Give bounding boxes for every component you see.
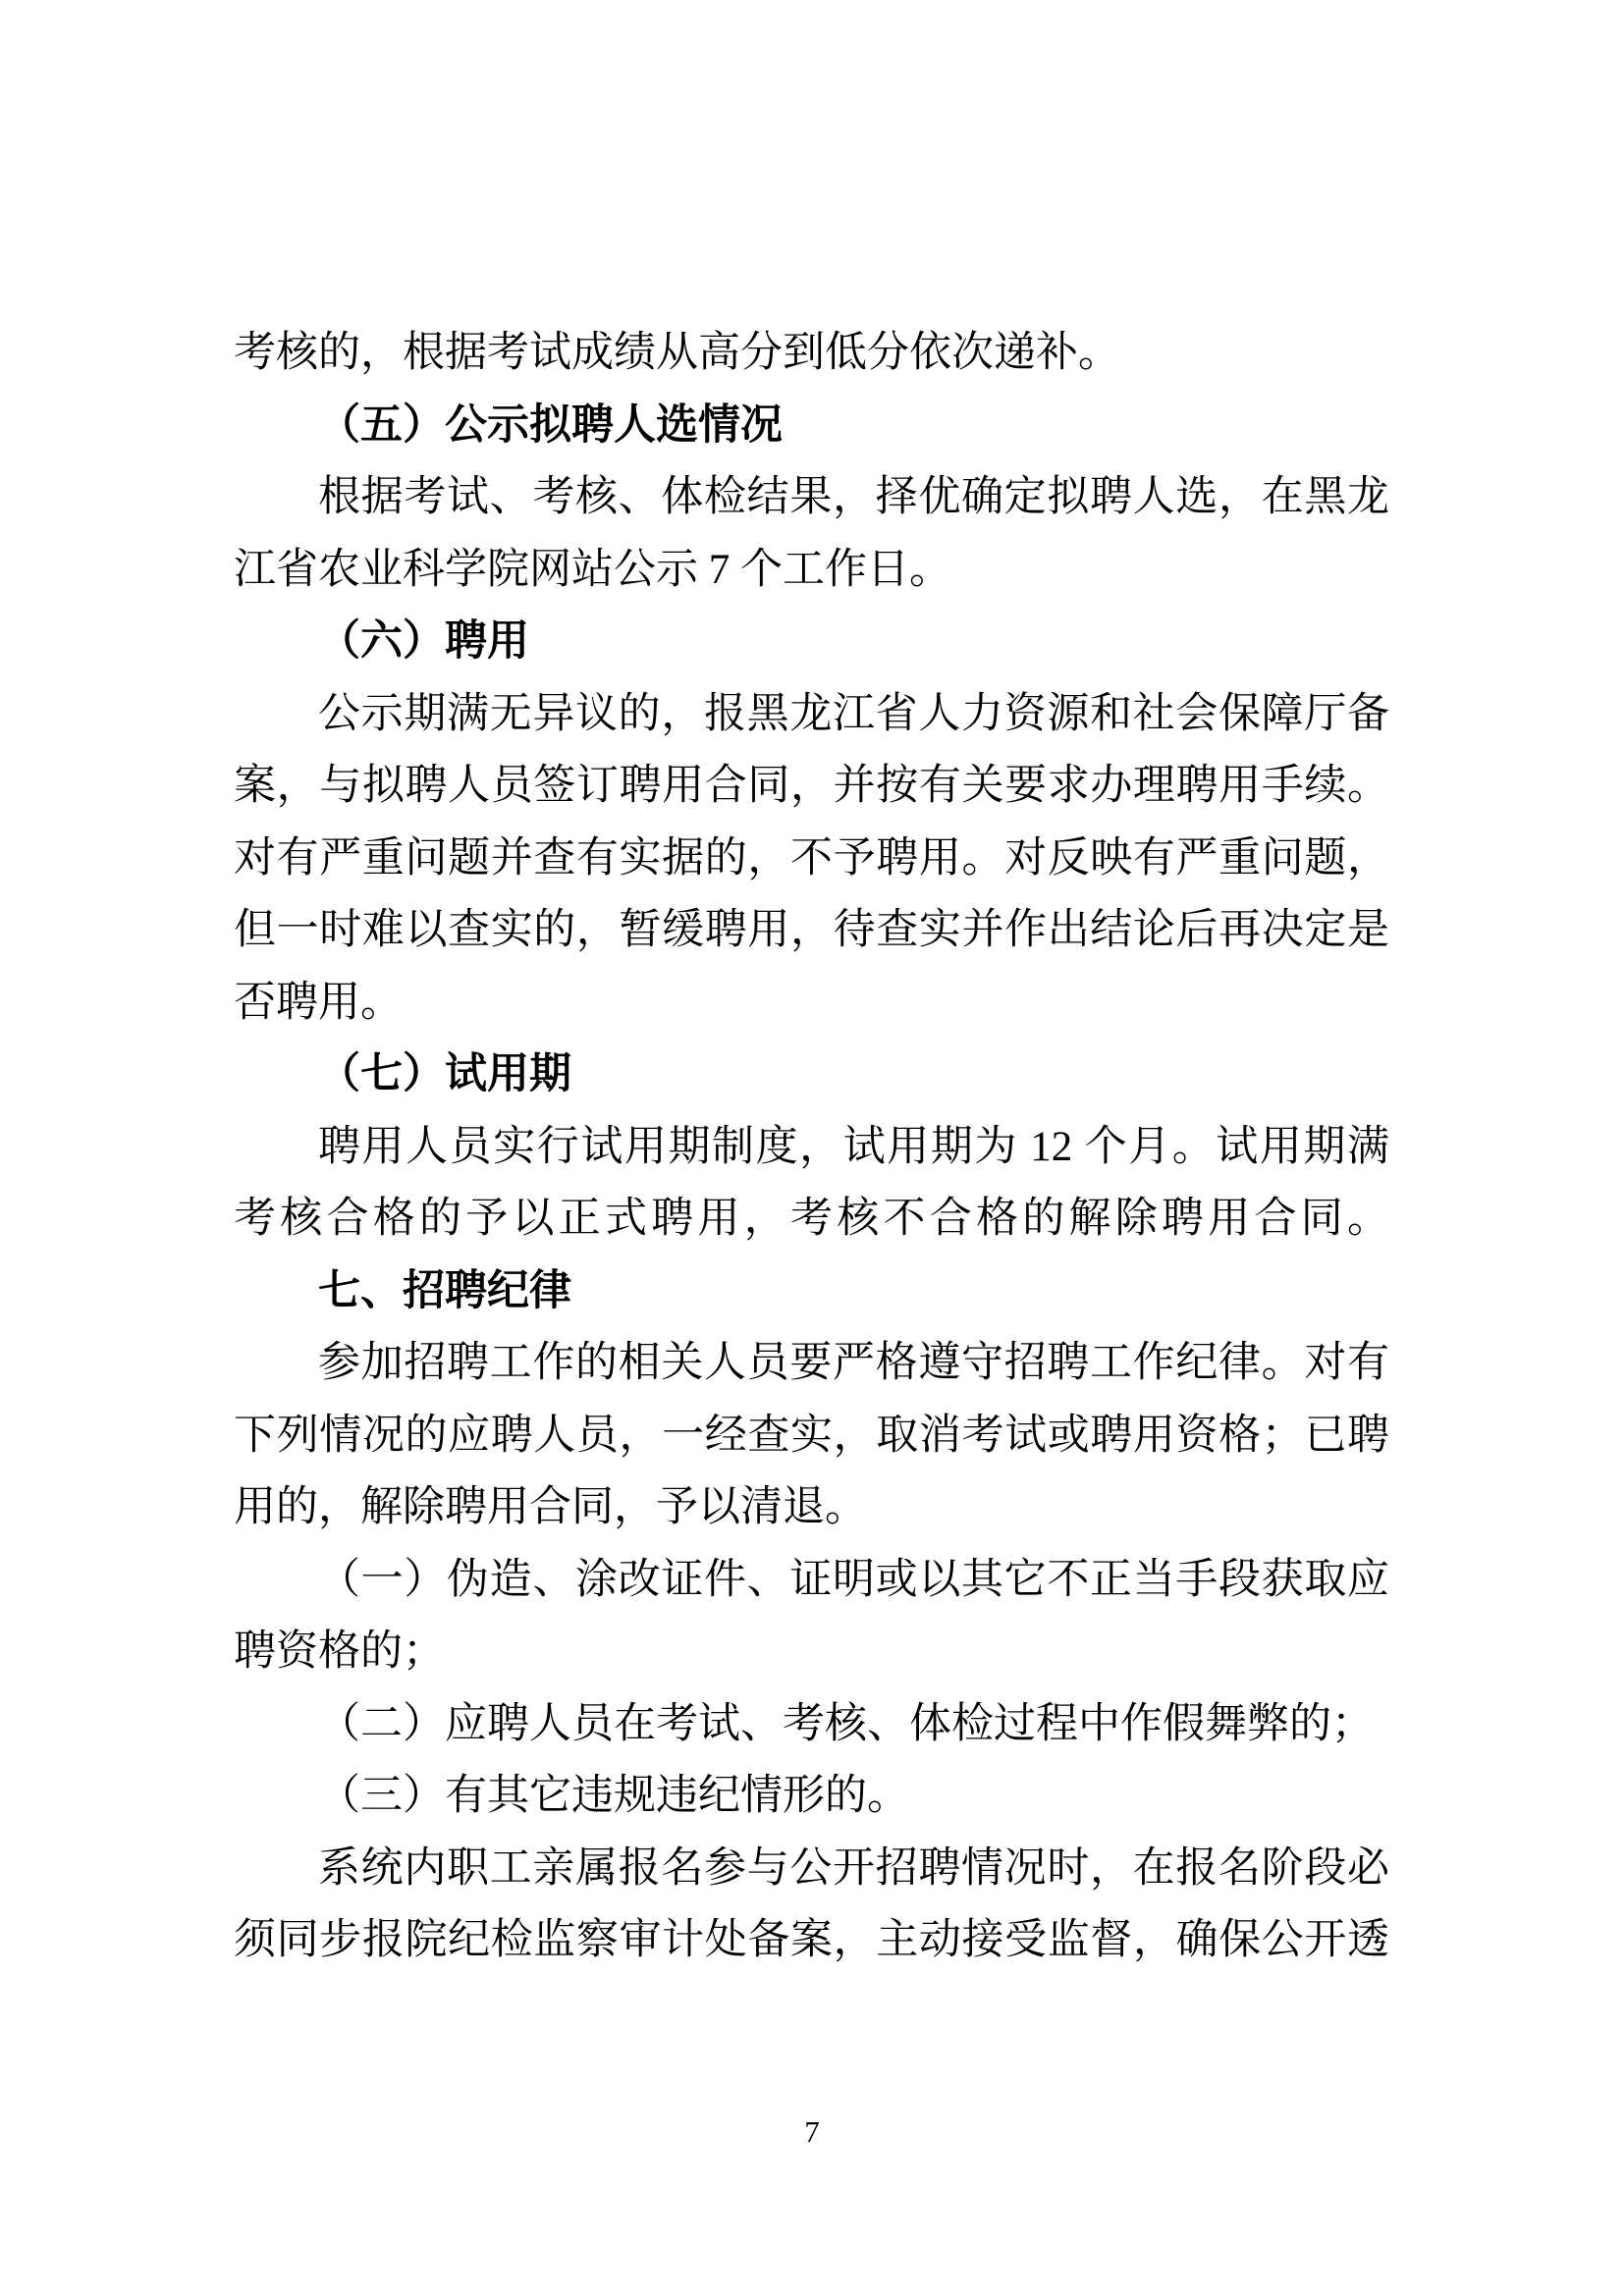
text-line: 聘用人员实行试用期制度，试用期为 12 个月。试用期满 [318,1123,1389,1170]
text-line: 案，与拟聘人员签订聘用合同，并按有关要求办理聘用手续。 [234,763,1389,809]
text-line: 参加招聘工作的相关人员要严格遵守招聘工作纪律。对有 [318,1340,1389,1386]
text-line: 须同步报院纪检监察审计处备案，主动接受监督，确保公开透 [234,1917,1389,1963]
section-heading-6: （六）聘用 [318,618,529,665]
text-line: 系统内职工亲属报名参与公开招聘情况时，在报名阶段必 [318,1844,1389,1892]
text-line: 对有严重问题并查有实据的，不予聘用。对反映有严重问题， [234,834,1389,881]
text-line: （二）应聘人员在考试、考核、体检过程中作假舞弊的； [318,1700,1374,1747]
text-line: 根据考试、考核、体检结果，择优确定拟聘人选，在黑龙 [318,474,1389,520]
text-line: 考核合格的予以正式聘用，考核不合格的解除聘用合同。 [234,1196,1389,1242]
document-body [234,317,1389,1977]
text-line: 用的，解除聘用合同，予以清退。 [234,1484,867,1530]
section-heading-5: （五）公示拟聘人选情况 [318,401,783,449]
text-line: （一）伪造、涂改证件、证明或以其它不正当手段获取应 [318,1556,1389,1603]
text-line: 下列情况的应聘人员，一经查实，取消考试或聘用资格；已聘 [234,1412,1389,1459]
text-line: （三）有其它违规违纪情形的。 [318,1773,909,1819]
text-line: 但一时难以查实的，暂缓聘用，待查实并作出结论后再决定是 [234,907,1389,953]
text-line: 江省农业科学院网站公示 7 个工作日。 [234,546,951,593]
text-line: 公示期满无异议的，报黑龙江省人力资源和社会保障厅备 [318,690,1389,737]
section-heading-7: （七）试用期 [318,1051,571,1097]
text-line: 否聘用。 [234,979,403,1026]
text-line: 聘资格的； [234,1629,445,1675]
page-number: 7 [804,2114,820,2149]
text-line: 考核的，根据考试成绩从高分到低分依次递补。 [234,330,1120,376]
chapter-heading-recruitment-discipline: 七、招聘纪律 [318,1266,571,1314]
